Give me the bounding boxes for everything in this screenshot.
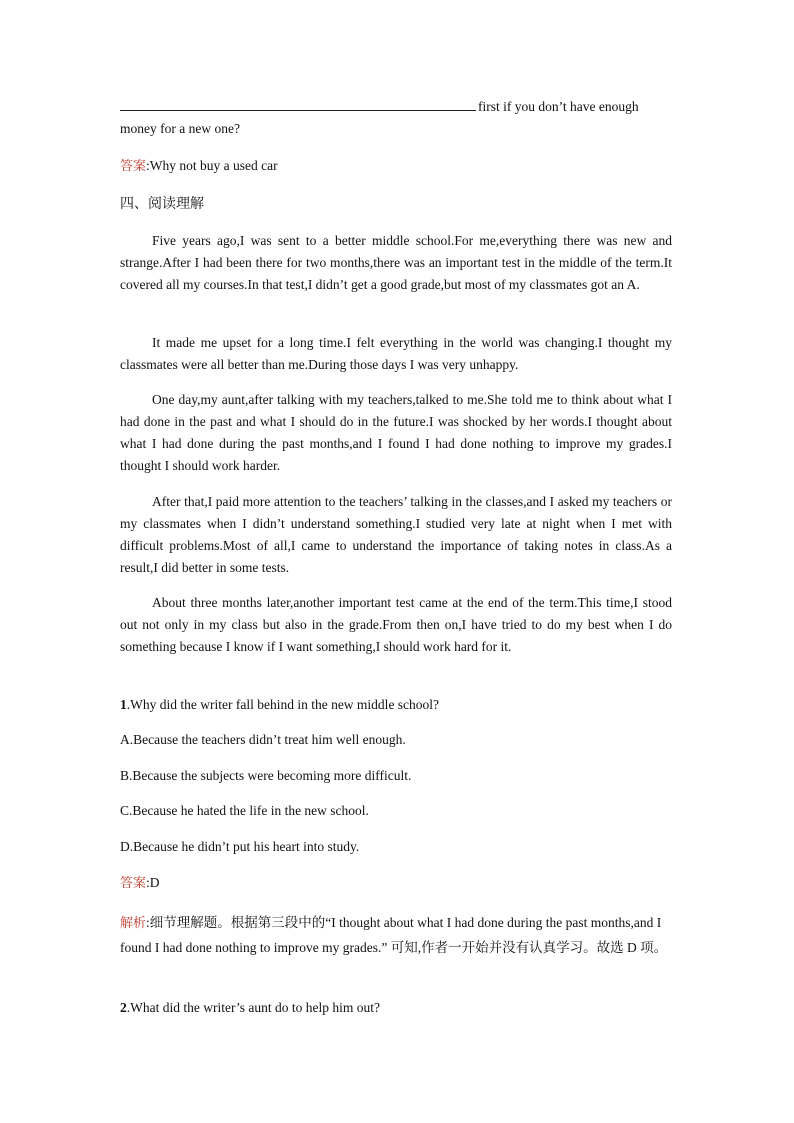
question-number: 2 [120,1000,127,1015]
passage-paragraph-5: About three months later,another important test came at the end of the term.This time,I stood out not only in my class but also in the grade.From then on,I have tried to do my best when I do something because I know if I want something,I should work hard for it. [120,595,672,654]
answer-label: 答案 [120,876,147,891]
passage-paragraph-4: After that,I paid more attention to the teachers’ talking in the classes,and I asked my teachers or my classmates when I didn’t understand something.I studied very late at night when I met with difficult problems.Most of all,I came to understand the importance of taking notes in class.As a result,I did better in some tests. [120,494,672,575]
passage-paragraph-1: Five years ago,I was sent to a better middle school.For me,everything there was new and strange.After I had been there for two months,there was an important test in the middle of the term.It covered all my courses.In that test,I didn’t get a good grade,but most of my classmates got an A. [120,233,672,292]
answer-label: 答案 [120,159,147,174]
question-1-answer [120,872,672,895]
question-text: .What did the writer’s aunt do to help him out? [126,1000,380,1015]
option-d: D.Because he didn’t put his heart into study. [120,839,360,854]
fill-in-blank-line [120,96,672,118]
passage-paragraph-3: One day,my aunt,after talking with my teachers,talked to me.She told me to think about what I had done in the past and what I should do in the future.I was shocked by her words.I thought about what I had done during the past months,and I found I had done nothing to improve my grades.I thought I should work harder. [120,392,672,473]
question-line-tail: first if you don’t have enough [478,99,639,114]
answer-text: :Why not buy a used car [146,158,278,173]
question-line-2: money for a new one? [120,121,240,136]
option-b: B.Because the subjects were becoming more difficult. [120,768,412,783]
answer-text: :D [146,875,160,890]
question-number: 1 [120,697,127,712]
section-heading: 四、阅读理解 [120,196,204,212]
option-c: C.Because he hated the life in the new school. [120,803,369,818]
previous-answer [120,155,672,178]
passage-paragraph-2: It made me upset for a long time.I felt everything in the world was changing.I thought my classmates were all better than me.During those days I was very unhappy. [120,335,672,372]
previous-question-text [120,96,672,140]
question-1 [120,694,672,716]
question-2 [120,997,672,1019]
question-1-analysis [120,911,672,960]
question-text: .Why did the writer fall behind in the new middle school? [126,697,440,712]
option-a: A.Because the teachers didn’t treat him well enough. [120,732,406,747]
analysis-label: 解析 [120,916,147,931]
analysis-text: :细节理解题。根据第三段中的“I thought about what I had done during the past months,and I found I had done nothing to improve my grades.” 可知,作者一开始并没有认真学习。故选 D 项。 [120,915,668,955]
answer-blank [120,96,476,111]
